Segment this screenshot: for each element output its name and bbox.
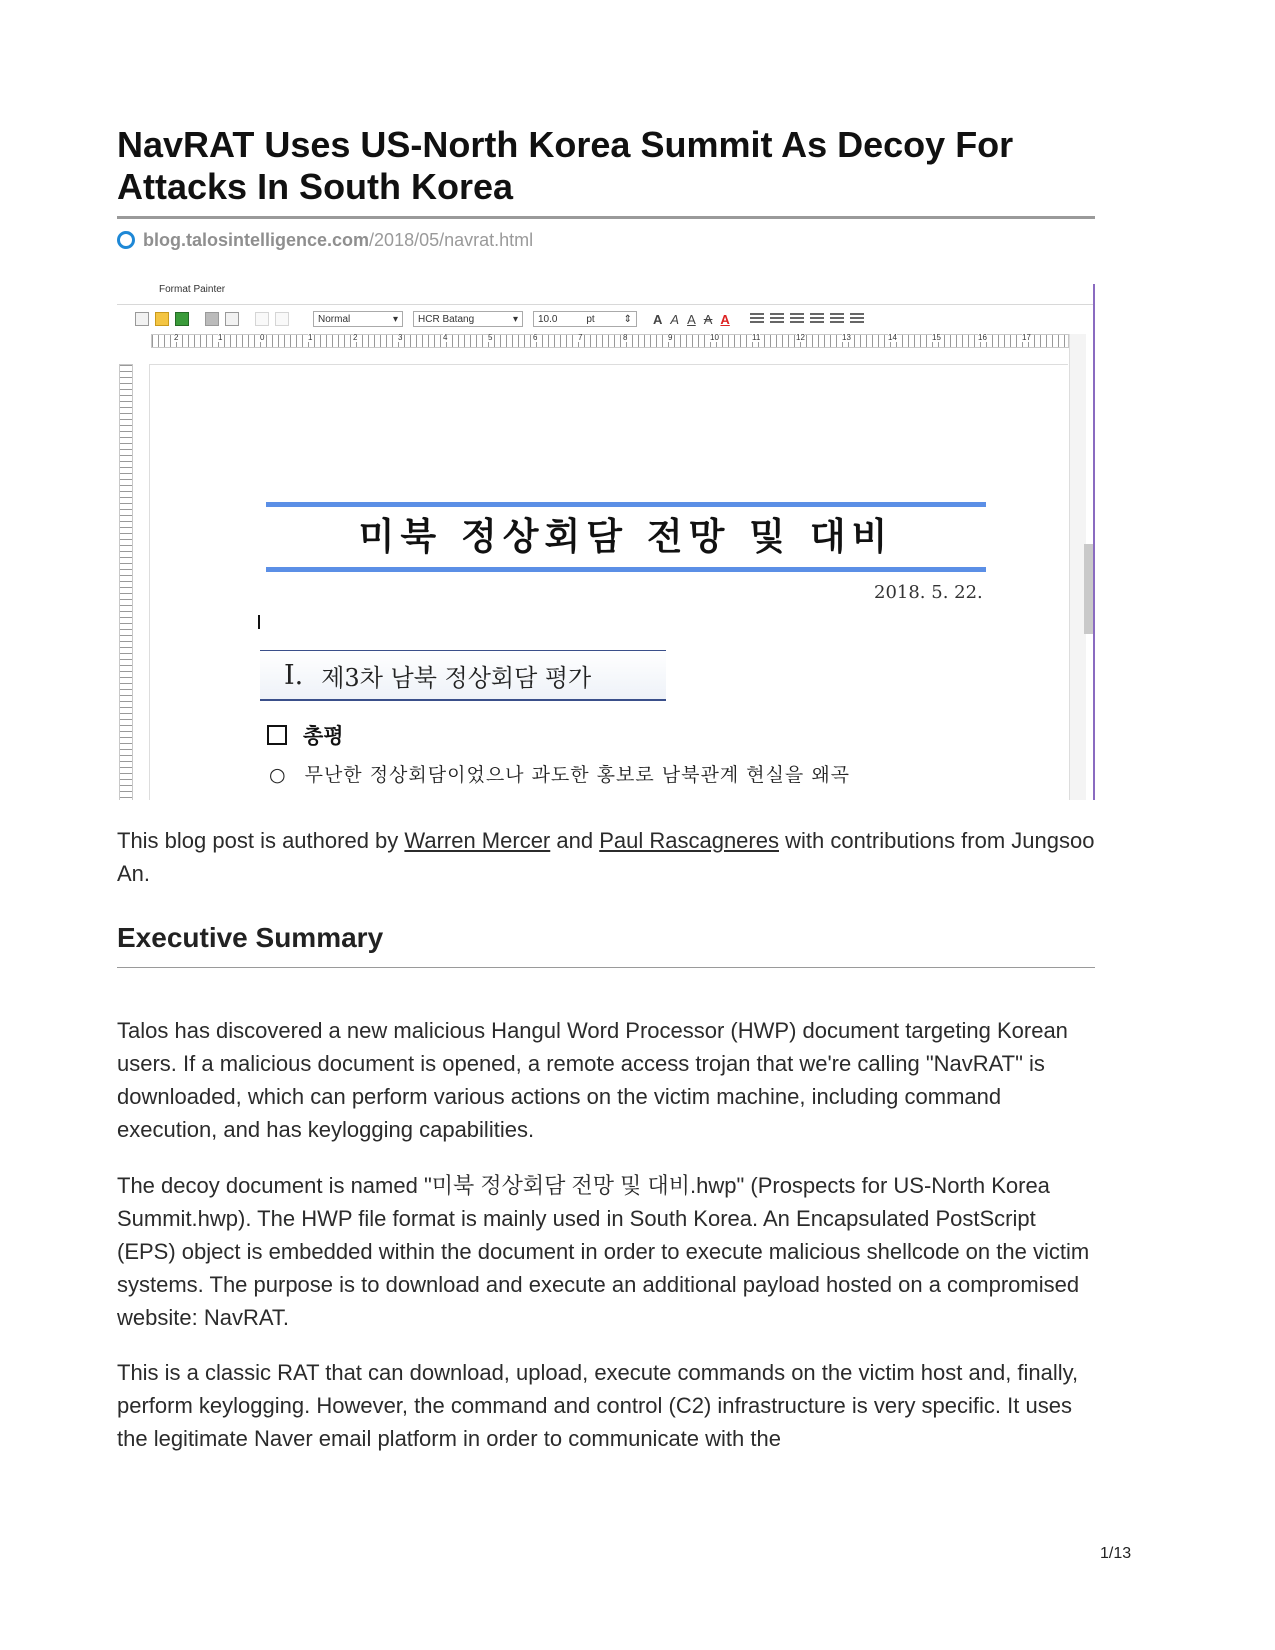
ruler-number: 17 <box>1022 333 1031 342</box>
vertical-ruler <box>119 364 133 800</box>
source-link[interactable] <box>117 228 533 252</box>
ruler-number: 12 <box>796 333 805 342</box>
italic-button: A <box>670 311 680 327</box>
spinner-icon: ⇕ <box>623 313 632 325</box>
open-folder-icon <box>155 312 169 326</box>
byline-prefix: This blog post is authored by <box>117 828 405 853</box>
font-color-button: A <box>720 311 730 327</box>
ruler-number: 4 <box>443 333 448 342</box>
ruler-number: 5 <box>488 333 493 342</box>
source-domain: blog.talosintelligence.com <box>143 229 370 250</box>
summary-paragraph-2: The decoy document is named "미북 정상회담 전망 및 대비.hwp" (Prospects for US-North Korea Summit.hwp). The HWP file format is mainly used in South Korea. An Encapsulated PostScript (EPS) object is embedded within the document in order to execute malicious shellcode on the victim systems. The purpose is to download and execute an additional payload hosted on a compromised website: NavRAT. <box>117 1173 1090 1330</box>
hwp-title: 미북 정상회담 전망 및 대비 <box>358 515 894 558</box>
ruler-number: 2 <box>174 333 179 342</box>
ribbon-top <box>117 284 1095 305</box>
formatting-toolbar <box>117 306 1095 332</box>
ruler-number: 7 <box>578 333 583 342</box>
align-left-icon <box>770 313 784 325</box>
window-edge <box>1093 284 1095 800</box>
title-divider <box>117 216 1095 219</box>
ruler-number: 9 <box>668 333 673 342</box>
summary-paragraph-1: Talos has discovered a new malicious Hangul Word Processor (HWP) document targeting Korean users. If a malicious document is opened, a remote access trojan that we're calling "NavRAT" is downloaded, which can perform various actions on the victim machine, including command execution, and has keylogging capabilities. <box>117 1018 1068 1142</box>
globe-icon <box>117 231 135 249</box>
ruler-number: 16 <box>978 333 987 342</box>
undo-icon <box>255 312 269 326</box>
preview-icon <box>225 312 239 326</box>
hwp-section-heading <box>260 650 666 701</box>
hwp-subheading <box>267 720 344 750</box>
ruler-number: 8 <box>623 333 628 342</box>
redo-icon <box>275 312 289 326</box>
ruler-number: 10 <box>710 333 719 342</box>
byline-suffix: with contributions from Jungsoo An. <box>117 828 1095 886</box>
subheading-text: 총평 <box>303 724 344 748</box>
save-icon <box>175 312 189 326</box>
strikethrough-button: A <box>703 311 713 327</box>
font-size-unit: pt <box>586 313 595 325</box>
underline-button: A <box>687 311 696 327</box>
summary-paragraph-3: This is a classic RAT that can download, upload, execute commands on the victim host and, finally, perform keylogging. However, the command and control (C2) infrastructure is very specific. It uses the legitimate Naver email platform in order to communicate with the <box>117 1360 1079 1451</box>
font-size-select <box>533 311 637 327</box>
section-numeral: Ⅰ. <box>284 659 304 691</box>
ruler-number: 2 <box>353 333 358 342</box>
align-right-icon <box>810 313 824 325</box>
style-select-value: Normal <box>318 313 351 325</box>
style-select <box>313 311 403 327</box>
checkbox-square-icon <box>267 725 287 745</box>
ruler-number: 1 <box>218 333 223 342</box>
vertical-scrollbar <box>1069 334 1086 800</box>
hwp-bullet-line <box>269 760 850 787</box>
bullet-text: 무난한 정상회담이었으나 과도한 홍보로 남북관계 현실을 왜곡 <box>304 764 851 786</box>
section-heading: Executive Summary <box>117 922 384 953</box>
page-number: 1/13 <box>1100 1545 1132 1562</box>
font-size-value: 10.0 <box>538 313 558 325</box>
ruler-number: 15 <box>932 333 941 342</box>
source-path: /2018/05/navrat.html <box>369 229 534 250</box>
ruler-number: 0 <box>260 333 265 342</box>
hwp-screenshot <box>117 284 1095 800</box>
bullet-mark: ○ <box>269 764 287 786</box>
bold-button: A <box>653 311 663 327</box>
title-rule-bottom <box>266 567 986 572</box>
author-link-paul-rascagneres[interactable]: Paul Rascagneres <box>599 828 779 853</box>
author-link-warren-mercer[interactable]: Warren Mercer <box>404 828 551 853</box>
byline <box>117 824 1095 890</box>
ruler-number: 1 <box>308 333 313 342</box>
ruler-number: 13 <box>842 333 851 342</box>
hwp-title-block <box>266 502 986 572</box>
hwp-date: 2018. 5. 22. <box>874 582 983 603</box>
horizontal-ruler <box>151 334 1069 348</box>
ruler-number: 6 <box>533 333 538 342</box>
alignment-buttons <box>744 313 864 325</box>
print-icon <box>205 312 219 326</box>
chevron-down-icon: ▾ <box>512 313 518 325</box>
ruler-number: 14 <box>888 333 897 342</box>
distribute-icon <box>830 313 844 325</box>
new-doc-icon <box>135 312 149 326</box>
font-select <box>413 311 523 327</box>
ruler-number: 3 <box>398 333 403 342</box>
ruler-number: 11 <box>752 333 761 342</box>
align-center-icon <box>790 313 804 325</box>
justify-icon <box>750 313 764 325</box>
text-cursor <box>258 615 260 629</box>
chevron-down-icon: ▾ <box>392 313 398 325</box>
format-painter-button: Format Painter <box>159 284 226 295</box>
article-title: NavRAT Uses US-North Korea Summit As Decoy For Attacks In South Korea <box>117 124 1014 207</box>
byline-and: and <box>550 828 600 853</box>
section-divider <box>117 967 1095 968</box>
divide-icon <box>850 313 864 325</box>
font-select-value: HCR Batang <box>418 313 475 325</box>
section-title: 제3차 남북 정상회담 평가 <box>321 663 592 692</box>
